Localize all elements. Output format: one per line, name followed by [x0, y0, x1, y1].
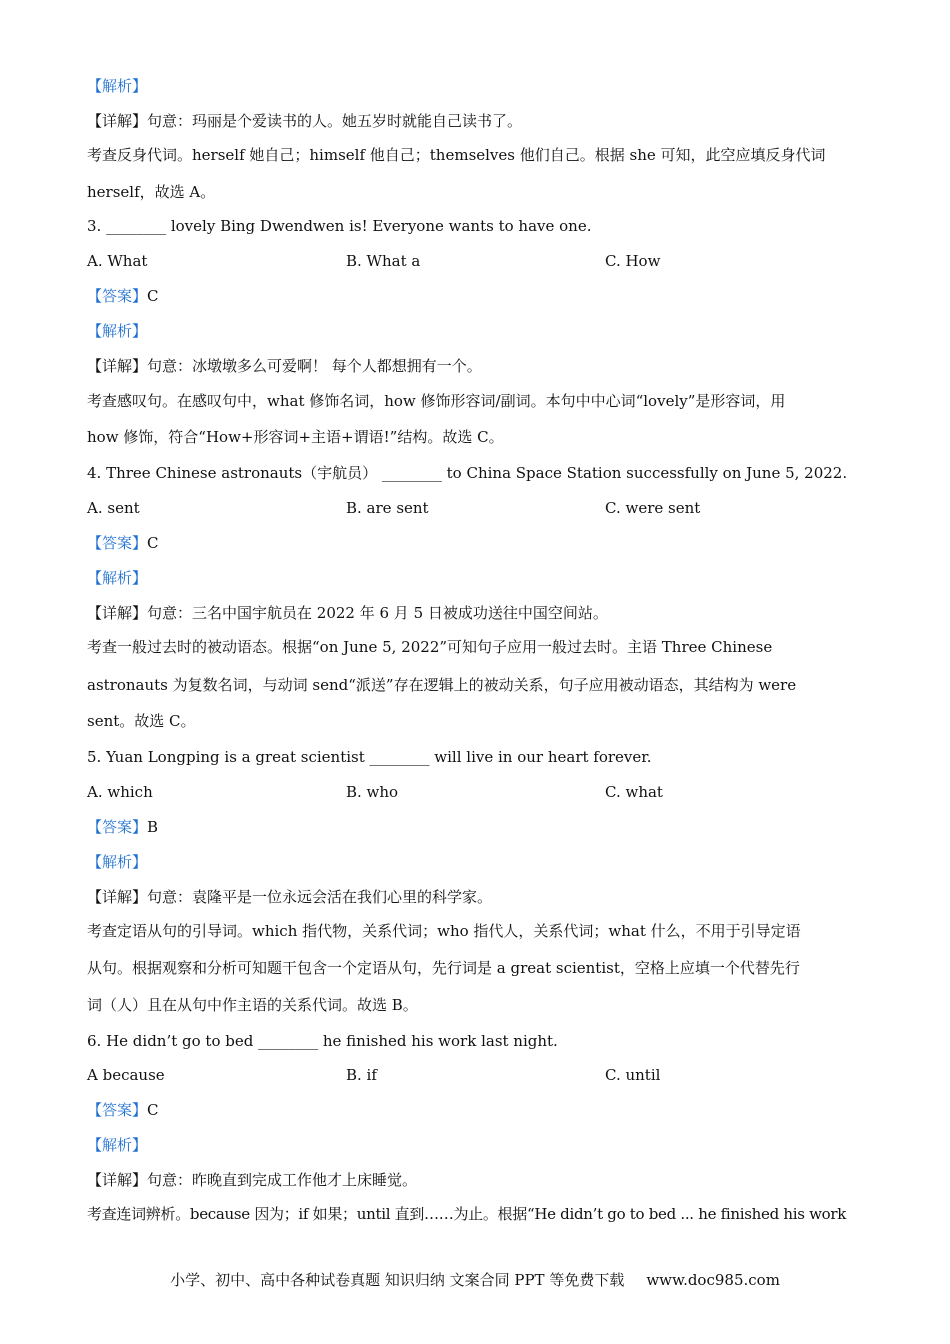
detail-tag: 【详解】	[87, 357, 148, 375]
analysis-heading	[87, 565, 867, 591]
option-a: A. sent	[87, 499, 140, 517]
answer-line	[87, 283, 867, 309]
analysis-tag: 【解析】	[87, 77, 148, 95]
footer-site: www.doc985.com	[646, 1271, 780, 1289]
explanation-line: 考查反身代词。herself 她自己；himself 他自己；themselves 他们自己。根据 she 可知，此空应填反身代词	[87, 146, 826, 164]
analysis-heading	[87, 1132, 867, 1158]
explanation-line: 考查一般过去时的被动语态。根据“on June 5, 2022”可知句子应用一般过去时。主语 Three Chinese	[87, 638, 773, 656]
explanation-line: 考查感叹句。在感叹句中，what 修饰名词，how 修饰形容词/副词。本句中中心词“lovely”是形容词，用	[87, 392, 786, 410]
question-stem: 6. He didn’t go to bed ________ he finished his work last night.	[87, 1032, 558, 1050]
analysis-heading	[87, 73, 867, 99]
explanation-line: 词（人）且在从句中作主语的关系代词。故选 B。	[87, 996, 418, 1014]
explanation-line: 考查定语从句的引导词。which 指代物，关系代词；who 指代人，关系代词；what 什么，不用于引导定语	[87, 922, 801, 940]
analysis-tag: 【解析】	[87, 1136, 148, 1154]
explanation-line: astronauts 为复数名词，与动词 send“派送”存在逻辑上的被动关系，句子应用被动语态，其结构为 were	[87, 676, 797, 694]
analysis-heading	[87, 849, 867, 875]
answer-line	[87, 1097, 867, 1123]
detail-tag: 【详解】	[87, 1171, 148, 1189]
answer-tag: 【答案】	[87, 534, 148, 552]
detail-tag: 【详解】	[87, 112, 148, 130]
answer-tag: 【答案】	[87, 818, 148, 836]
option-c: C. were sent	[605, 499, 701, 517]
detail-text: 句意：玛丽是个爱读书的人。她五岁时就能自己读书了。	[147, 112, 523, 130]
page-footer	[0, 1266, 950, 1294]
detail-line	[87, 1167, 867, 1193]
detail-tag: 【详解】	[87, 604, 148, 622]
answer-tag: 【答案】	[87, 287, 148, 305]
detail-text: 句意：昨晚直到完成工作他才上床睡觉。	[147, 1171, 418, 1189]
option-b: B. if	[346, 1066, 377, 1084]
analysis-tag: 【解析】	[87, 853, 148, 871]
analysis-heading	[87, 318, 867, 344]
detail-line	[87, 353, 867, 379]
answer-value: C	[147, 534, 159, 552]
detail-line	[87, 108, 867, 134]
detail-text: 句意：三名中国宇航员在 2022 年 6 月 5 日被成功送往中国空间站。	[147, 604, 608, 622]
option-c: C. until	[605, 1066, 661, 1084]
explanation-line: sent。故选 C。	[87, 712, 196, 730]
answer-line	[87, 814, 867, 840]
detail-text: 句意：冰墩墩多么可爱啊！ 每个人都想拥有一个。	[147, 357, 482, 375]
question-stem: 5. Yuan Longping is a great scientist ________ will live in our heart forever.	[87, 748, 652, 766]
question-stem: 3. ________ lovely Bing Dwendwen is! Everyone wants to have one.	[87, 217, 592, 235]
answer-value: B	[147, 818, 159, 836]
detail-line	[87, 884, 867, 910]
answer-tag: 【答案】	[87, 1101, 148, 1119]
detail-tag: 【详解】	[87, 888, 148, 906]
answer-value: C	[147, 1101, 159, 1119]
detail-line	[87, 600, 867, 626]
answer-value: C	[147, 287, 159, 305]
option-a: A. What	[87, 252, 148, 270]
option-b: B. What a	[346, 252, 421, 270]
analysis-tag: 【解析】	[87, 569, 148, 587]
option-b: B. are sent	[346, 499, 429, 517]
option-c: C. what	[605, 783, 663, 801]
explanation-line: 考查连词辨析。because 因为；if 如果；until 直到……为止。根据“He didn’t go to bed ... he finished his work	[87, 1205, 846, 1223]
explanation-line: 从句。根据观察和分析可知题干包含一个定语从句，先行词是 a great scientist，空格上应填一个代替先行	[87, 959, 800, 977]
analysis-tag: 【解析】	[87, 322, 148, 340]
question-stem: 4. Three Chinese astronauts（宇航员） ________ to China Space Station successfully on June 5, 2022.	[87, 464, 848, 482]
footer-text: 小学、初中、高中各种试卷真题 知识归纳 文案合同 PPT 等免费下载	[170, 1271, 625, 1289]
option-a: A. which	[87, 783, 153, 801]
explanation-line: how 修饰，符合“How+形容词+主语+谓语!”结构。故选 C。	[87, 428, 504, 446]
option-b: B. who	[346, 783, 399, 801]
option-a: A because	[87, 1066, 165, 1084]
option-c: C. How	[605, 252, 661, 270]
explanation-line: herself，故选 A。	[87, 183, 216, 201]
detail-text: 句意：袁隆平是一位永远会活在我们心里的科学家。	[147, 888, 493, 906]
answer-line	[87, 530, 867, 556]
